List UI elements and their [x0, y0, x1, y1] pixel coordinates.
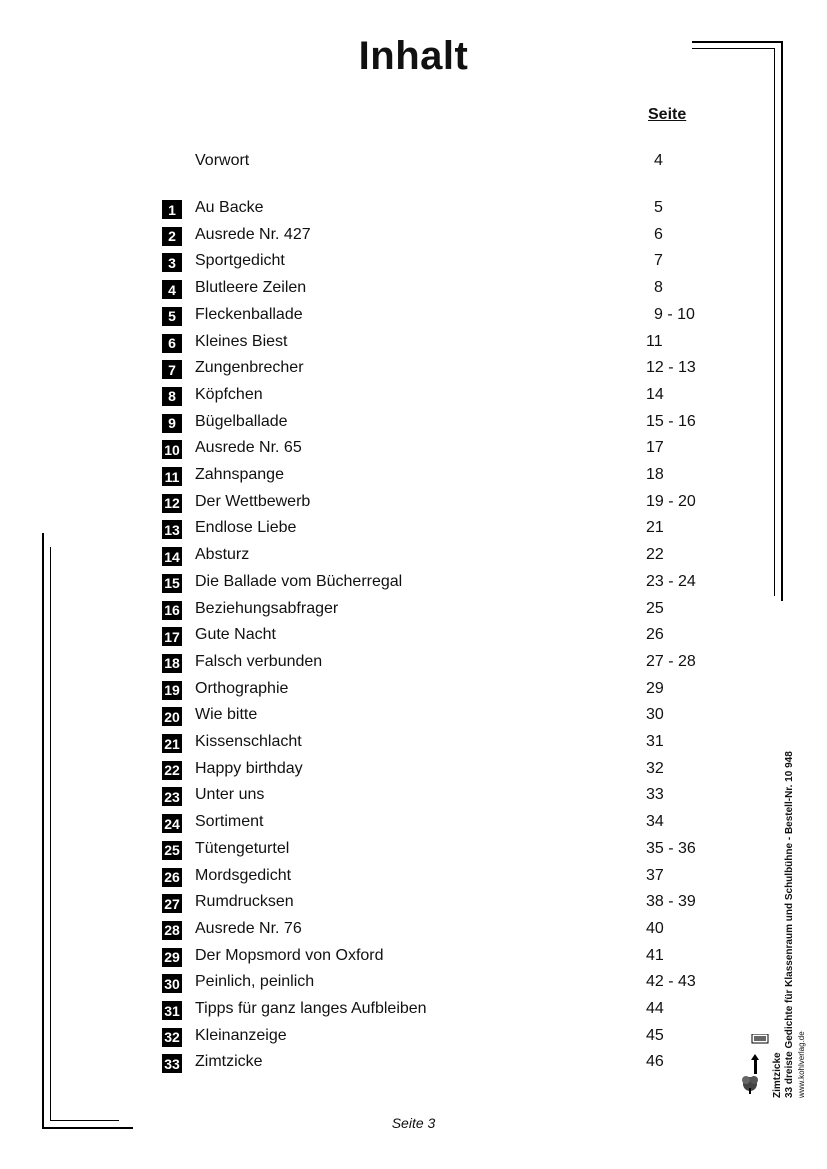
entry-title: Sportgedicht — [195, 252, 285, 270]
entry-number-badge: 18 — [162, 654, 182, 673]
entry-number-badge: 8 — [162, 387, 182, 406]
entry-title: Gute Nacht — [195, 626, 276, 644]
vorwort-page: 4 — [654, 152, 663, 169]
entry-title: Ausrede Nr. 65 — [195, 439, 302, 457]
entry-page: 6 — [654, 225, 663, 243]
entry-number-badge: 13 — [162, 520, 182, 539]
frame-line-top-right-outer-h — [692, 41, 783, 43]
entry-title: Orthographie — [195, 679, 289, 697]
entry-number-badge: 22 — [162, 761, 182, 780]
frame-line-bottom-left-outer-v — [42, 533, 44, 1129]
frame-line-top-right-inner-v — [774, 48, 775, 596]
entry-title: Der Wettbewerb — [195, 492, 311, 510]
entry-page: 29 — [646, 679, 664, 697]
entry-title: Absturz — [195, 546, 250, 564]
vorwort-label: Vorwort — [195, 152, 250, 169]
entry-number-badge: 19 — [162, 681, 182, 700]
entry-number-badge: 4 — [162, 280, 182, 299]
side-website: www.kohlverlag.de — [797, 1031, 806, 1098]
entry-number-badge: 7 — [162, 360, 182, 379]
entry-number-badge: 11 — [162, 467, 182, 486]
entry-number-badge: 1 — [162, 200, 182, 219]
entry-title: Bügelballade — [195, 412, 288, 430]
entry-page: 17 — [646, 439, 664, 457]
entry-number-badge: 16 — [162, 601, 182, 620]
entry-page: 26 — [646, 626, 664, 644]
entry-page: 31 — [646, 733, 664, 750]
entry-title: Ausrede Nr. 427 — [195, 225, 311, 243]
entry-number-badge: 15 — [162, 574, 182, 593]
entry-title: Kleinanzeige — [195, 1026, 287, 1044]
frame-line-top-right-outer-v — [781, 41, 783, 601]
entry-title: Endlose Liebe — [195, 519, 297, 537]
entry-page: 9 - 10 — [654, 305, 695, 323]
entry-title: Rumdrucksen — [195, 893, 294, 911]
tree-logo-icon — [740, 1034, 770, 1096]
entry-page: 41 — [646, 946, 664, 964]
side-imprint — [772, 751, 808, 1098]
entry-page: 35 - 36 — [646, 839, 696, 857]
entry-title: Kleines Biest — [195, 332, 288, 350]
entry-number-badge: 20 — [162, 707, 182, 726]
entry-number-badge: 3 — [162, 253, 182, 272]
side-subtitle: 33 dreiste Gedichte für Klassenraum und Schulbühne - Bestell-Nr. 10 948 — [784, 751, 795, 1098]
entry-title: Sortiment — [195, 813, 264, 831]
side-book-title: Zimtzicke — [772, 1052, 783, 1098]
entry-page: 5 — [654, 199, 663, 216]
entry-page: 37 — [646, 866, 664, 884]
entry-number-badge: 28 — [162, 921, 182, 940]
entry-number-badge: 29 — [162, 948, 182, 967]
entry-page: 18 — [646, 466, 664, 483]
entry-page: 8 — [654, 279, 663, 297]
entry-page: 33 — [646, 786, 664, 804]
page-column-header: Seite — [648, 106, 687, 123]
entry-number-badge: 12 — [162, 494, 182, 513]
entry-page: 30 — [646, 706, 664, 724]
entry-title: Au Backe — [195, 199, 264, 216]
entry-page: 25 — [646, 599, 664, 617]
entry-number-badge: 9 — [162, 414, 182, 433]
entry-number-badge: 10 — [162, 440, 182, 459]
entry-page: 22 — [646, 546, 664, 564]
entry-number-badge: 26 — [162, 868, 182, 887]
frame-line-bottom-left-inner-v — [50, 547, 51, 1121]
frame-line-top-right-inner-h — [692, 48, 775, 49]
entry-page: 44 — [646, 1000, 664, 1017]
entry-page: 42 - 43 — [646, 973, 696, 991]
entry-number-badge: 6 — [162, 334, 182, 353]
entry-page: 23 - 24 — [646, 572, 696, 590]
entry-title: Ausrede Nr. 76 — [195, 919, 302, 937]
entry-number-badge: 33 — [162, 1054, 182, 1073]
entry-title: Zungenbrecher — [195, 359, 304, 377]
entry-page: 27 - 28 — [646, 652, 696, 670]
entry-page: 34 — [646, 813, 664, 831]
entry-page: 40 — [646, 919, 664, 937]
entry-number-badge: 31 — [162, 1001, 182, 1020]
entry-page: 7 — [654, 252, 663, 270]
entry-title: Beziehungsabfrager — [195, 599, 339, 617]
entry-title: Unter uns — [195, 786, 265, 804]
entry-number-badge: 25 — [162, 841, 182, 860]
entry-page: 45 — [646, 1026, 664, 1044]
entry-number-badge: 32 — [162, 1028, 182, 1047]
entry-title: Peinlich, peinlich — [195, 973, 315, 991]
entry-page: 21 — [646, 519, 664, 537]
entry-title: Falsch verbunden — [195, 652, 323, 670]
entry-page: 12 - 13 — [646, 359, 696, 377]
entry-page: 14 — [646, 385, 664, 403]
entry-title: Happy birthday — [195, 759, 303, 777]
entry-title: Zimtzicke — [195, 1053, 263, 1071]
entry-title: Zahnspange — [195, 466, 284, 483]
entry-page: 19 - 20 — [646, 492, 696, 510]
entry-number-badge: 23 — [162, 787, 182, 806]
entry-title: Mordsgedicht — [195, 866, 292, 884]
entry-page: 46 — [646, 1053, 664, 1071]
entry-number-badge: 17 — [162, 627, 182, 646]
entry-title: Kissenschlacht — [195, 733, 302, 750]
entry-number-badge: 5 — [162, 307, 182, 326]
page-footer: Seite 3 — [391, 1115, 436, 1131]
entry-title: Tütengeturtel — [195, 839, 290, 857]
entry-title: Die Ballade vom Bücherregal — [195, 572, 403, 590]
entry-title: Köpfchen — [195, 385, 263, 403]
entry-number-badge: 30 — [162, 974, 182, 993]
entry-number-badge: 14 — [162, 547, 182, 566]
entry-title: Fleckenballade — [195, 305, 303, 323]
entry-page: 32 — [646, 759, 664, 777]
entry-number-badge: 24 — [162, 814, 182, 833]
entry-title: Der Mopsmord von Oxford — [195, 946, 384, 964]
entry-number-badge: 21 — [162, 734, 182, 753]
entry-page: 15 - 16 — [646, 412, 696, 430]
entry-title: Blutleere Zeilen — [195, 279, 307, 297]
entry-page: 38 - 39 — [646, 893, 696, 911]
entry-number-badge: 27 — [162, 894, 182, 913]
entry-page: 11 — [646, 332, 663, 350]
entry-title: Wie bitte — [195, 706, 258, 724]
entry-title: Tipps für ganz langes Aufbleiben — [195, 1000, 427, 1017]
entry-number-badge: 2 — [162, 227, 182, 246]
page-title: Inhalt — [358, 34, 469, 78]
